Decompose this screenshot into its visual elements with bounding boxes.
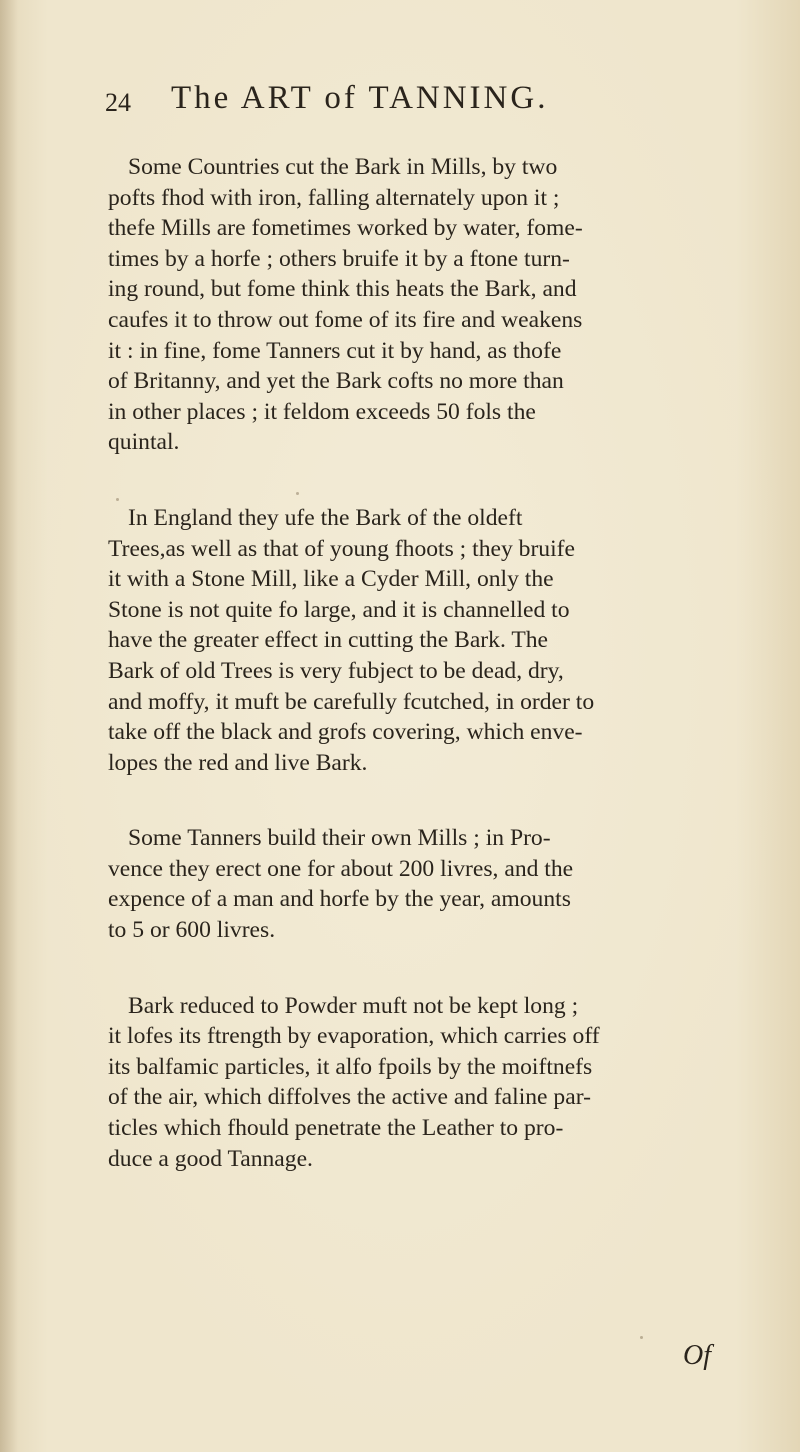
running-head bbox=[105, 80, 665, 120]
text-line: it : in fine, fome Tanners cut it by hand, as thofe bbox=[108, 337, 562, 364]
text-line: Trees,as well as that of young fhoots ; they bruife bbox=[108, 535, 575, 562]
text-line: it with a Stone Mill, like a Cyder Mill, only the bbox=[108, 566, 554, 593]
paper-speck bbox=[640, 1336, 643, 1339]
text-line: its balfamic particles, it alfo fpoils by the moiftnefs bbox=[108, 1053, 593, 1080]
text-line: pofts fhod with iron, falling alternately upon it ; bbox=[108, 184, 560, 211]
page-gutter-shadow bbox=[0, 0, 18, 1452]
paragraph-spacer bbox=[108, 946, 726, 991]
text-line: ticles which fhould penetrate the Leather to pro- bbox=[108, 1115, 564, 1142]
text-line: expence of a man and horfe by the year, amounts bbox=[108, 886, 571, 913]
catchword: Of bbox=[683, 1340, 711, 1371]
text-line: In England they ufe the Bark of the oldeft bbox=[128, 504, 523, 531]
body-text bbox=[108, 152, 726, 1174]
text-line: of the air, which diffolves the active and faline par- bbox=[108, 1084, 591, 1111]
text-line: lopes the red and live Bark. bbox=[108, 749, 368, 776]
paper-speck bbox=[116, 498, 119, 501]
text-line: take off the black and grofs covering, which enve- bbox=[108, 719, 583, 746]
text-line: Some Countries cut the Bark in Mills, by two bbox=[128, 154, 558, 180]
paragraph-provence bbox=[108, 823, 726, 945]
paper-speck bbox=[296, 492, 299, 495]
paragraph-powder bbox=[108, 991, 726, 1175]
paragraph-mills bbox=[108, 152, 726, 458]
text-line: times by a horfe ; others bruife it by a ftone turn- bbox=[108, 245, 570, 272]
text-line: Bark reduced to Powder muft not be kept long ; bbox=[128, 992, 579, 1019]
text-line: caufes it to throw out fome of its fire and weakens bbox=[108, 306, 583, 333]
paragraph-england bbox=[108, 503, 726, 778]
text-line: to 5 or 600 livres. bbox=[108, 917, 276, 944]
text-line: ing round, but fome think this heats the Bark, and bbox=[108, 276, 577, 303]
text-line: have the greater effect in cutting the Bark. The bbox=[108, 627, 549, 654]
text-line: it lofes its ftrength by evaporation, which carries off bbox=[108, 1023, 600, 1050]
text-line: Stone is not quite fo large, and it is channelled to bbox=[108, 596, 570, 623]
text-line: vence they erect one for about 200 livres, and the bbox=[108, 855, 574, 882]
running-title: The ART of TANNING. bbox=[171, 80, 549, 116]
text-line: duce a good Tannage. bbox=[108, 1145, 313, 1172]
text-line: in other places ; it feldom exceeds 50 fols the bbox=[108, 398, 536, 425]
text-line: Bark of old Trees is very fubject to be dead, dry, bbox=[108, 657, 564, 684]
page-number: 24 bbox=[105, 88, 131, 117]
text-line: of Britanny, and yet the Bark cofts no more than bbox=[108, 368, 564, 395]
text-line: and moffy, it muft be carefully fcutched, in order to bbox=[108, 688, 595, 715]
text-line: thefe Mills are fometimes worked by water, fome- bbox=[108, 215, 583, 242]
text-line: Some Tanners build their own Mills ; in Pro- bbox=[128, 825, 551, 852]
paragraph-spacer bbox=[108, 778, 726, 823]
text-line: quintal. bbox=[108, 429, 180, 456]
paragraph-spacer bbox=[108, 458, 726, 503]
